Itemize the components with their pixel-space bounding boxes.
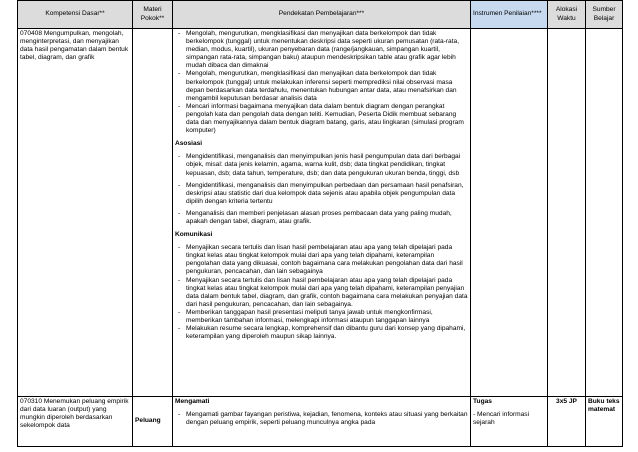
list-item: - Mengolah, mengurutkan, mengklasifikasi dan menyajikan data berkelompok dan tidak berkelompok (tunggal) untuk melakukan inferensi seperti memprediksi nilai observasi masa depan berdasarkan data terdahulu, menentukan hubungan antar data, atau menafsirkan dan mengambil keputusan berdasar analisis data	[178, 70, 457, 102]
syllabus-table	[17, 0, 623, 447]
sumber-cell	[586, 29, 623, 397]
list-item: - Mengamati gambar fayangan peristiwa, kejadian, fenomena, konteks atau situasi yang berkaitan dengan peluang empirik, seperti peluang munculnya angka pada	[178, 411, 468, 427]
sumber-cell: Buku teks matemat	[586, 397, 623, 447]
header-alokasi: Alokasi Waktu	[548, 1, 586, 29]
header-materi: Materi Pokok**	[133, 1, 173, 29]
section-heading-komunikasi: Komunikasi	[175, 231, 213, 239]
table-row	[18, 397, 623, 447]
alokasi-cell: 3x5 JP	[548, 397, 586, 447]
header-pendekatan: Pendekatan Pembelajaran***	[173, 1, 471, 29]
list-item: - Mengolah, mengurutkan, mengklasifikasi dan menyajikan data berkelompok dan tidak berkelompok (tunggal) untuk menentukan deskripsi data seperti ukuran pemusatan (rata-rata, median, modus, kuartil), ukuran penyebaran data (range/jangkauan, simpangan kuartil, simpangan rata-rata, simpangan baku) ataupun mendeskripsikan table atau grafik agar lebih mudah dibaca dan dimaknai	[178, 30, 460, 70]
pendekatan-cell	[173, 29, 471, 397]
instrumen-text: - Mencari informasi sejarah	[473, 411, 530, 427]
header-kompetensi: Kompetensi Dasar**	[18, 1, 133, 29]
list-item: - Mengidentifikasi, menganalisis dan menyimpulkan jenis hasil pengumpulan data dari berbagai objek, misal: data jenis kelamin, agama, warna kulit, dsb; data tingkat pendidikan, tingkat kepuasan, dsb; data tahun, temperature, dsb; dan data pengukuran ukuran benda, tinggi, dsb	[178, 153, 461, 177]
instrumen-heading: Tugas	[473, 398, 492, 405]
list-item: - Memberikan tanggapan hasil presentasi meliputi tanya jawab untuk mengkonfirmasi, memberikan tambahan informasi, melengkapi informasi ataupun tanggapan lainnya	[178, 308, 433, 324]
list-item: - Mengidentifikasi, menganalisis dan menyimpulkan perbedaan dan persamaan hasil penafsiran, deskripsi atau statistic dari dua kelompok data sejenis atau apabila objek pengumpulan data dipilih dengan kriteria tertentu	[178, 181, 464, 205]
materi-cell	[133, 29, 173, 397]
list-item: - Menganalisis dan memberi penjelasan alasan proses pembacaan data yang paling mudah, apakah dengan tabel, diagram, atau grafik.	[178, 209, 452, 225]
list-item: - Menyajikan secara tertulis dan lisan hasil pembelajaran atau apa yang telah dipelajari pada tingkat kelas atau tingkat kelompok mulai dari apa yang telah dipahami, keterampilan pengolahan data yang dikuasai, contoh bagaimana cara melakukan pengolahan data dari hasil pengukuran, pencacahan, dan lain sebagainya	[178, 244, 463, 276]
header-instrumen: Instrumen Penilaian****	[471, 1, 548, 29]
materi-cell: Peluang	[133, 397, 173, 447]
alokasi-cell	[548, 29, 586, 397]
list-item: - Mencari informasi bagaimana menyajikan data dalam bentuk diagram dengan perangkat pengolah kata dan pengolah data dengan teliti. Kemudian, Peserta Didik membuat sebarang data dan menyajikannya dalam bentuk diagram batang, garis, atau lingkaran (simulasi program komputer)	[178, 102, 464, 135]
kompetensi-cell: 070408 Mengumpulkan, mengolah, menginterpretasi, dan menyajikan data hasil pengamatan dalam bentuk tabel, diagram, dan grafik	[18, 29, 133, 397]
header-row	[18, 1, 623, 29]
instrumen-cell	[471, 397, 548, 447]
kompetensi-cell: 070310 Menemukan peluang empirik dari data luaran (output) yang mungkin diperoleh berdasarkan sekelompok data	[18, 397, 133, 447]
section-heading-mengamati: Mengamati	[175, 398, 210, 405]
list-item: - Melakukan resume secara lengkap, komprehensif dan dibantu guru dari konsep yang dipahami, keterampilan yang diperoleh maupun sikap lainnya.	[178, 325, 466, 341]
pendekatan-cell	[173, 397, 471, 447]
header-sumber: Sumber Belajar	[586, 1, 623, 29]
list-item: - Menyajikan secara tertulis dan lisan hasil pembelajaran atau apa yang telah dipelajari pada tingkat kelas atau tingkat kelompok mulai dari apa yang telah dipahami, keterampilan penyajian data dalam bentuk tabel, diagram, dan grafik, contoh bagaimana cara melakukan penyajian data dari hasil pengukuran, pencacahan, dan lain sebagainya.	[178, 276, 468, 308]
instrumen-cell	[471, 29, 548, 397]
section-heading-asosiasi: Asosiasi	[175, 140, 203, 148]
table-row	[18, 29, 623, 397]
